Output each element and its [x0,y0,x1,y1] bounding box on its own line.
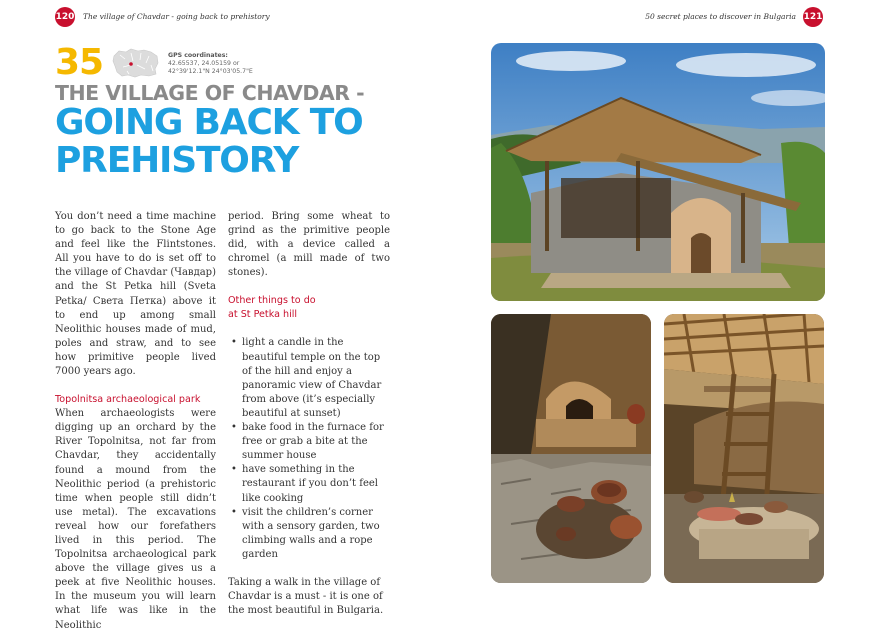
closing-paragraph: Taking a walk in the village of Chavdar is a must - it is one of the most beautiful in Bulgaria. [228,576,384,617]
list-item: • light a candle in the beautiful temple on the top of the hill and enjoy a panoramic view of Chavdar from above (it’s especially beautiful at sunset) [228,336,390,421]
title-line-2: GOING BACK TO [55,102,363,143]
text-column-2 [228,210,390,618]
intro-paragraph: You don’t need a time machine to go back to the Stone Age and feel like the Flintstones. All you have to do is set off to the village of Chavdar (Чавдар) and the St Petka hill (Sveta Petka/ Света Петка) above it to end up among small Neolithic houses made of mud, poles and straw, and to see how primitive people lived 7000 years ago. [55,211,216,378]
list-item: • have something in the restaurant if you don’t feel like cooking [228,463,390,505]
hut-interior-photo [664,314,824,583]
bulgaria-map-icon [111,47,161,79]
left-page-number: 120 [55,7,75,27]
topolnitsa-subheading: Topolnitsa archaeological park [55,394,201,406]
list-item: • bake food in the furnace for free or grab a bite at the summer house [228,421,390,463]
other-things-subheading-line-2: at St Petka hill [228,309,298,321]
clay-oven-photo [491,314,651,583]
gps-dms: 42°39'12.1"N 24°03'05.7"E [168,68,253,75]
list-item: • visit the children’s corner with a sensory garden, two climbing walls and a rope garden [228,506,390,562]
right-page-number: 121 [803,7,823,27]
title-line-3: PREHISTORY [55,140,299,181]
continuation-paragraph: period. Bring some wheat to grind as the primitive people did, with a device called a chromel (a mill made of two stones). [228,211,390,279]
text-column-1 [55,210,216,633]
other-things-list [228,336,390,562]
gps-label: GPS coordinates: [168,52,228,59]
left-running-title: The village of Chavdar - going back to prehistory [83,12,270,21]
right-running-title: 50 secret places to discover in Bulgaria [645,12,796,21]
gps-decimal: 42.65537, 24.05159 or [168,60,240,67]
other-things-subheading-line-1: Other things to do [228,295,316,307]
topolnitsa-paragraph: When archaeologists were digging up an orchard by the River Topolnitsa, not far from Chavdar, they accidentally found a mound from the Neolithic period (a prehistoric time when people still didn’t use metal). The excavations reveal how our forefathers lived in this period. The Topolnitsa archaeological park above the village gives us a peek at five Neolithic houses. In the museum you will learn what life was like in the Neolithic [55,408,216,631]
entry-number: 35 [55,42,104,83]
title-line-1: THE VILLAGE OF CHAVDAR - [55,81,365,105]
neolithic-hut-photo [491,43,825,301]
